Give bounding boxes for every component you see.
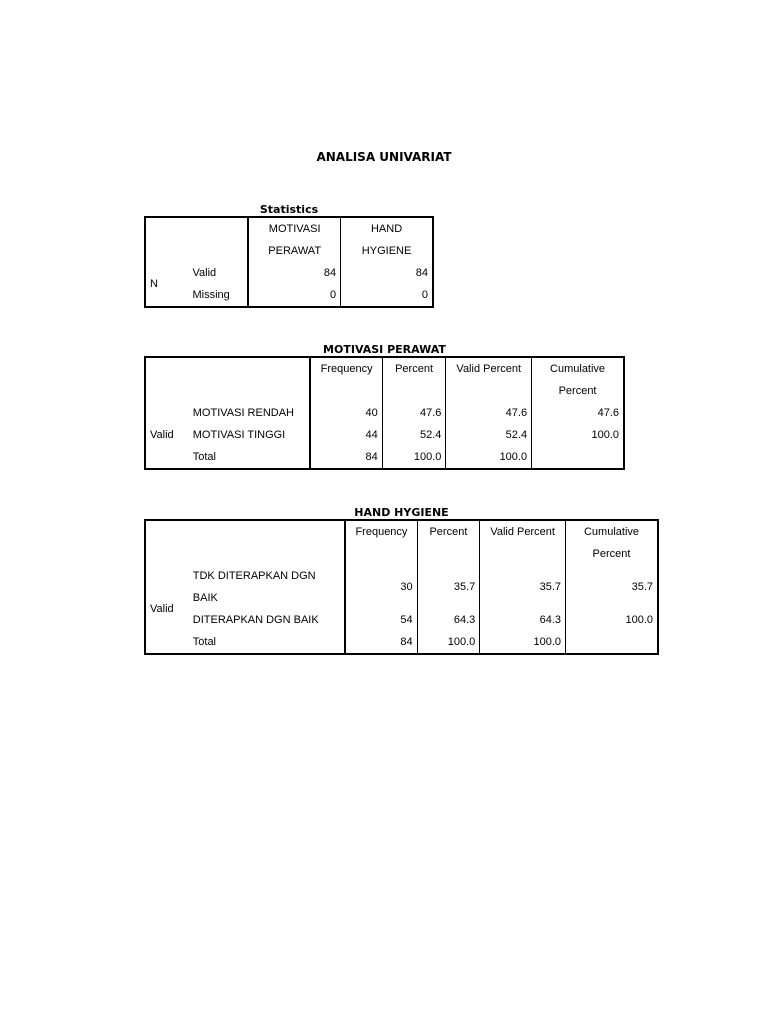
statistics-table <box>144 216 434 308</box>
cell-frequency: 84 <box>310 446 382 469</box>
cell-percent: 47.6 <box>382 402 446 424</box>
cell-percent: 100.0 <box>417 631 480 654</box>
header-cumulative-1: Cumulative <box>532 357 624 380</box>
cell-valid-percent: 52.4 <box>446 424 532 446</box>
cell-frequency: 44 <box>310 424 382 446</box>
cell-frequency: 84 <box>345 631 417 654</box>
header-cumulative-1: Cumulative <box>566 520 658 543</box>
row-label: DITERAPKAN DGN BAIK <box>192 614 319 626</box>
cell-value: 84 <box>341 262 433 284</box>
header-cumulative-2: Percent <box>532 380 624 402</box>
cell-value: 84 <box>248 262 340 284</box>
cell-percent: 100.0 <box>382 446 446 469</box>
header-percent: Percent <box>382 357 446 380</box>
hand-table <box>144 519 659 655</box>
cell-cumulative <box>532 446 624 469</box>
cell-valid-percent: 100.0 <box>480 631 566 654</box>
col-header-motivasi-1: MOTIVASI <box>248 217 340 240</box>
row-label: Missing <box>188 284 248 307</box>
col-header-hand-1: HAND <box>341 217 433 240</box>
cell-frequency: 40 <box>310 402 382 424</box>
header-frequency: Frequency <box>310 357 382 380</box>
row-label: Valid <box>192 267 217 279</box>
cell-percent: 64.3 <box>417 609 480 631</box>
row-group-label: N <box>145 262 188 307</box>
statistics-caption: Statistics <box>259 203 319 216</box>
col-header-hand-2: HYGIENE <box>341 240 433 262</box>
cell-valid-percent: 35.7 <box>480 565 566 609</box>
col-header-motivasi-2: PERAWAT <box>248 240 340 262</box>
cell-cumulative: 47.6 <box>532 402 624 424</box>
row-label: Total <box>189 631 346 654</box>
header-percent: Percent <box>417 520 480 543</box>
header-valid-percent: Valid Percent <box>446 357 532 380</box>
cell-percent: 52.4 <box>382 424 446 446</box>
cell-cumulative <box>566 631 658 654</box>
cell-frequency: 54 <box>345 609 417 631</box>
row-label: MOTIVASI TINGGI <box>192 429 286 441</box>
motivasi-caption: MOTIVASI PERAWAT <box>323 343 446 356</box>
cell-valid-percent: 47.6 <box>446 402 532 424</box>
row-label: Total <box>189 446 311 469</box>
row-label-line2: BAIK <box>192 592 218 604</box>
cell-valid-percent: 64.3 <box>480 609 566 631</box>
cell-valid-percent: 100.0 <box>446 446 532 469</box>
cell-value: 0 <box>341 284 433 307</box>
cell-cumulative: 100.0 <box>532 424 624 446</box>
cell-percent: 35.7 <box>417 565 480 609</box>
header-valid-percent: Valid Percent <box>480 520 566 543</box>
row-group-label: Valid <box>145 565 189 654</box>
row-label: MOTIVASI RENDAH <box>192 407 295 419</box>
cell-cumulative: 100.0 <box>566 609 658 631</box>
row-label-line1: TDK DITERAPKAN DGN <box>192 570 316 582</box>
header-frequency: Frequency <box>345 520 417 543</box>
cell-value: 0 <box>248 284 340 307</box>
cell-cumulative: 35.7 <box>566 565 658 609</box>
cell-frequency: 30 <box>345 565 417 609</box>
row-label <box>189 565 346 609</box>
header-cumulative-2: Percent <box>566 543 658 565</box>
corner-cell <box>145 217 248 240</box>
page-title: ANALISA UNIVARIAT <box>316 150 452 164</box>
motivasi-table <box>144 356 625 470</box>
hand-caption: HAND HYGIENE <box>354 506 449 519</box>
row-group-label: Valid <box>145 402 189 469</box>
